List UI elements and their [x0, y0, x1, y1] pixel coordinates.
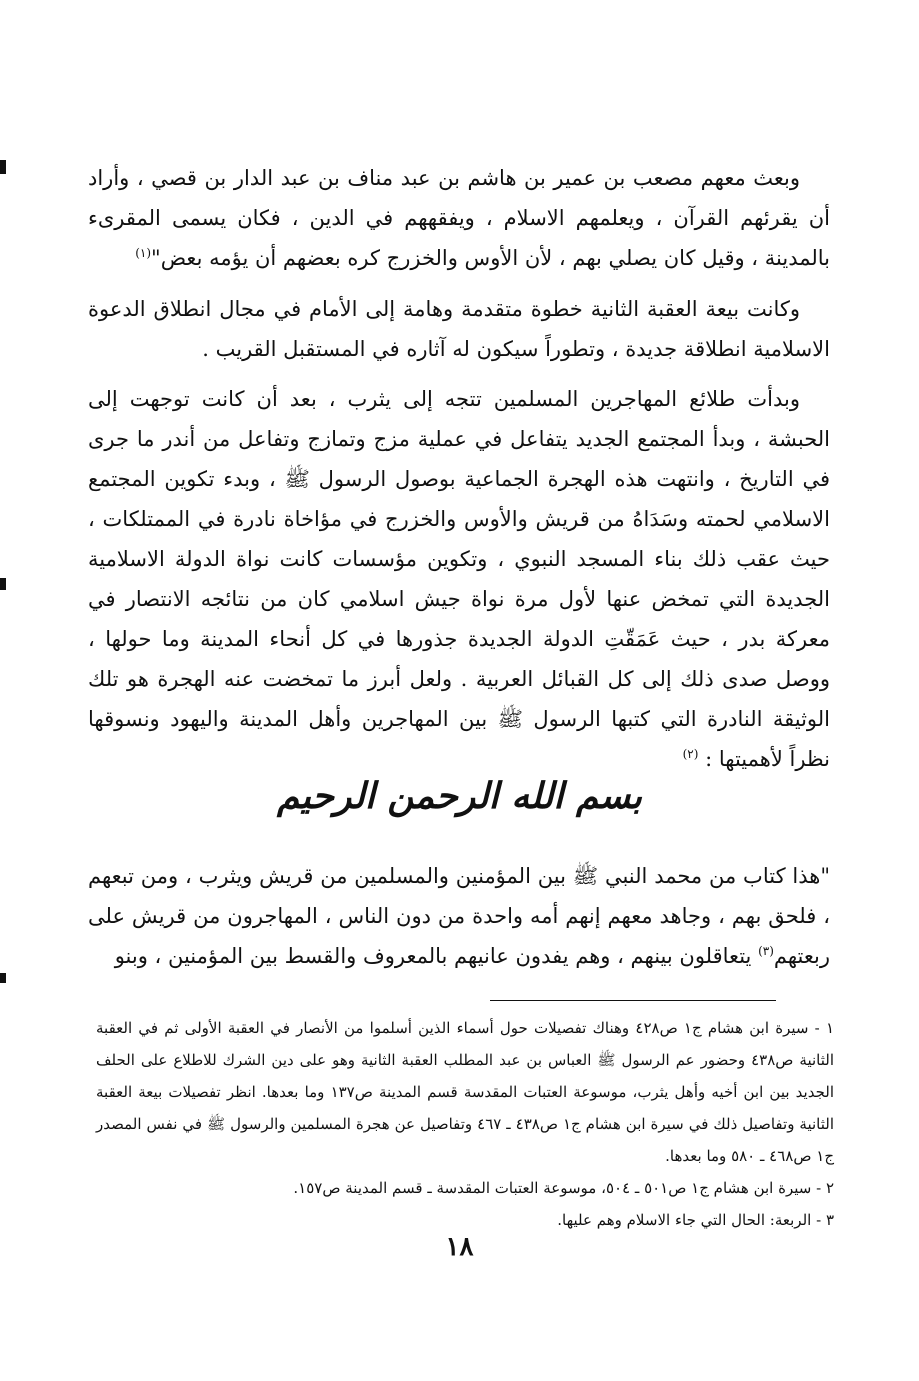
page-number: ١٨	[445, 1232, 474, 1262]
paragraph-3	[88, 379, 830, 779]
footnote-ref-3[interactable]: (٣)	[758, 944, 774, 958]
footnote-ref-2[interactable]: (٢)	[682, 747, 699, 761]
scan-edge-mark	[0, 578, 6, 590]
footnotes	[96, 1012, 834, 1236]
scan-edge-mark	[0, 160, 6, 174]
paragraph-2-text: وكانت بيعة العقبة الثانية خطوة متقدمة وهامة إلى الأمام في مجال انطلاق الدعوة الاسلامية انطلاقة جديدة ، وتطوراً سيكون له آثاره في المستقبل القريب .	[88, 297, 830, 361]
footnote-2: ٢ - سيرة ابن هشام ج١ ص٥٠١ ـ ٥٠٤، موسوعة العتبات المقدسة ـ قسم المدينة ص١٥٧.	[293, 1179, 834, 1197]
footnote-1: ١ - سيرة ابن هشام ج١ ص٤٢٨ وهناك تفصيلات حول أسماء الذين أسلموا من الأنصار في العقبة الأولى ثم في العقبة الثانية ص٤٣٨ وحضور عم الرسول ﷺ العباس بن عبد المطلب العقبة الثانية وهو على دين الشرك للاطلاع على الحلف الجديد بين ابن أخيه وأهل يثرب، موسوعة العتبات المقدسة قسم المدينة ص١٣٧ وما بعدها. انظر تفصيلات بيعة العقبة الثانية وتفاصيل ذلك في سيرة ابن هشام ج١ ص٤٣٨ ـ ٤٦٧ وتفاصيل عن هجرة المسلمين والرسول ﷺ في نفس المصدر ج١ ص٤٦٨ ـ ٥٨٠ وما بعدها.	[96, 1019, 835, 1165]
footnote-3: ٣ - الربعة: الحال التي جاء الاسلام وهم عليها.	[557, 1211, 834, 1229]
paragraph-1	[88, 158, 830, 278]
paragraph-2	[88, 289, 830, 369]
footnote-separator	[490, 1000, 776, 1001]
paragraph-4-text: "هذا كتاب من محمد النبي ﷺ بين المؤمنين والمسلمين من قريش ويثرب ، ومن تبعهم ، فلحق بهم ، وجاهد معهم إنهم أمه واحدة من دون الناس ، المهاجرون من قريش على ربعتهم$^{(٣)}$ يتعاقلون بينهم ، وهم يفدون عانيهم بالمعروف والقسط بين المؤمنين ، وبنو	[88, 864, 830, 968]
paragraph-3-text: وبدأت طلائع المهاجرين المسلمين تتجه إلى يثرب ، بعد أن كانت توجهت إلى الحبشة ، وبدأ المجتمع الجديد يتفاعل في عملية مزج وتمازج وتفاعل من أندر ما جرى في التاريخ ، وانتهت هذه الهجرة الجماعية بوصول الرسول ﷺ ، وبدء تكوين المجتمع الاسلامي لحمته وسَدَاهُ من قريش والأوس والخزرج في مؤاخاة نادرة في الممتلكات ، حيث عقب ذلك بناء المسجد النبوي ، وتكوين مؤسسات كانت نواة الدولة الاسلامية الجديدة التي تمخض عنها لأول مرة نواة جيش اسلامي كان من نتائجه الانتصار في معركة بدر ، حيث عَمَقّتِ الدولة الجديدة جذورها في كل أنحاء المدينة وما حولها ، ووصل صدى ذلك إلى كل القبائل العربية . ولعل أبرز ما تمخضت عنه الهجرة هو تلك الوثيقة النادرة التي كتبها الرسول ﷺ بين المهاجرين وأهل المدينة واليهود ونسوقها نظراً لأهميتها : $^{(٢)}$	[88, 387, 830, 771]
basmala-calligraphy: بسم الله الرحمن الرحيم	[276, 775, 643, 817]
paragraph-4	[88, 856, 830, 976]
footnote-ref-1[interactable]: (١)	[135, 246, 152, 260]
paragraph-1-text: وبعث معهم مصعب بن عمير بن هاشم بن عبد مناف بن عبد الدار بن قصي ، وأراد أن يقرئهم القرآن ، ويعلمهم الاسلام ، ويفقههم في الدين ، فكان يسمى المقرىء بالمدينة ، وقيل كان يصلي بهم ، لأن الأوس والخزرج كره بعضهم أن يؤمه بعض"$^{(١)}$	[88, 166, 830, 270]
scan-edge-mark	[0, 973, 6, 983]
